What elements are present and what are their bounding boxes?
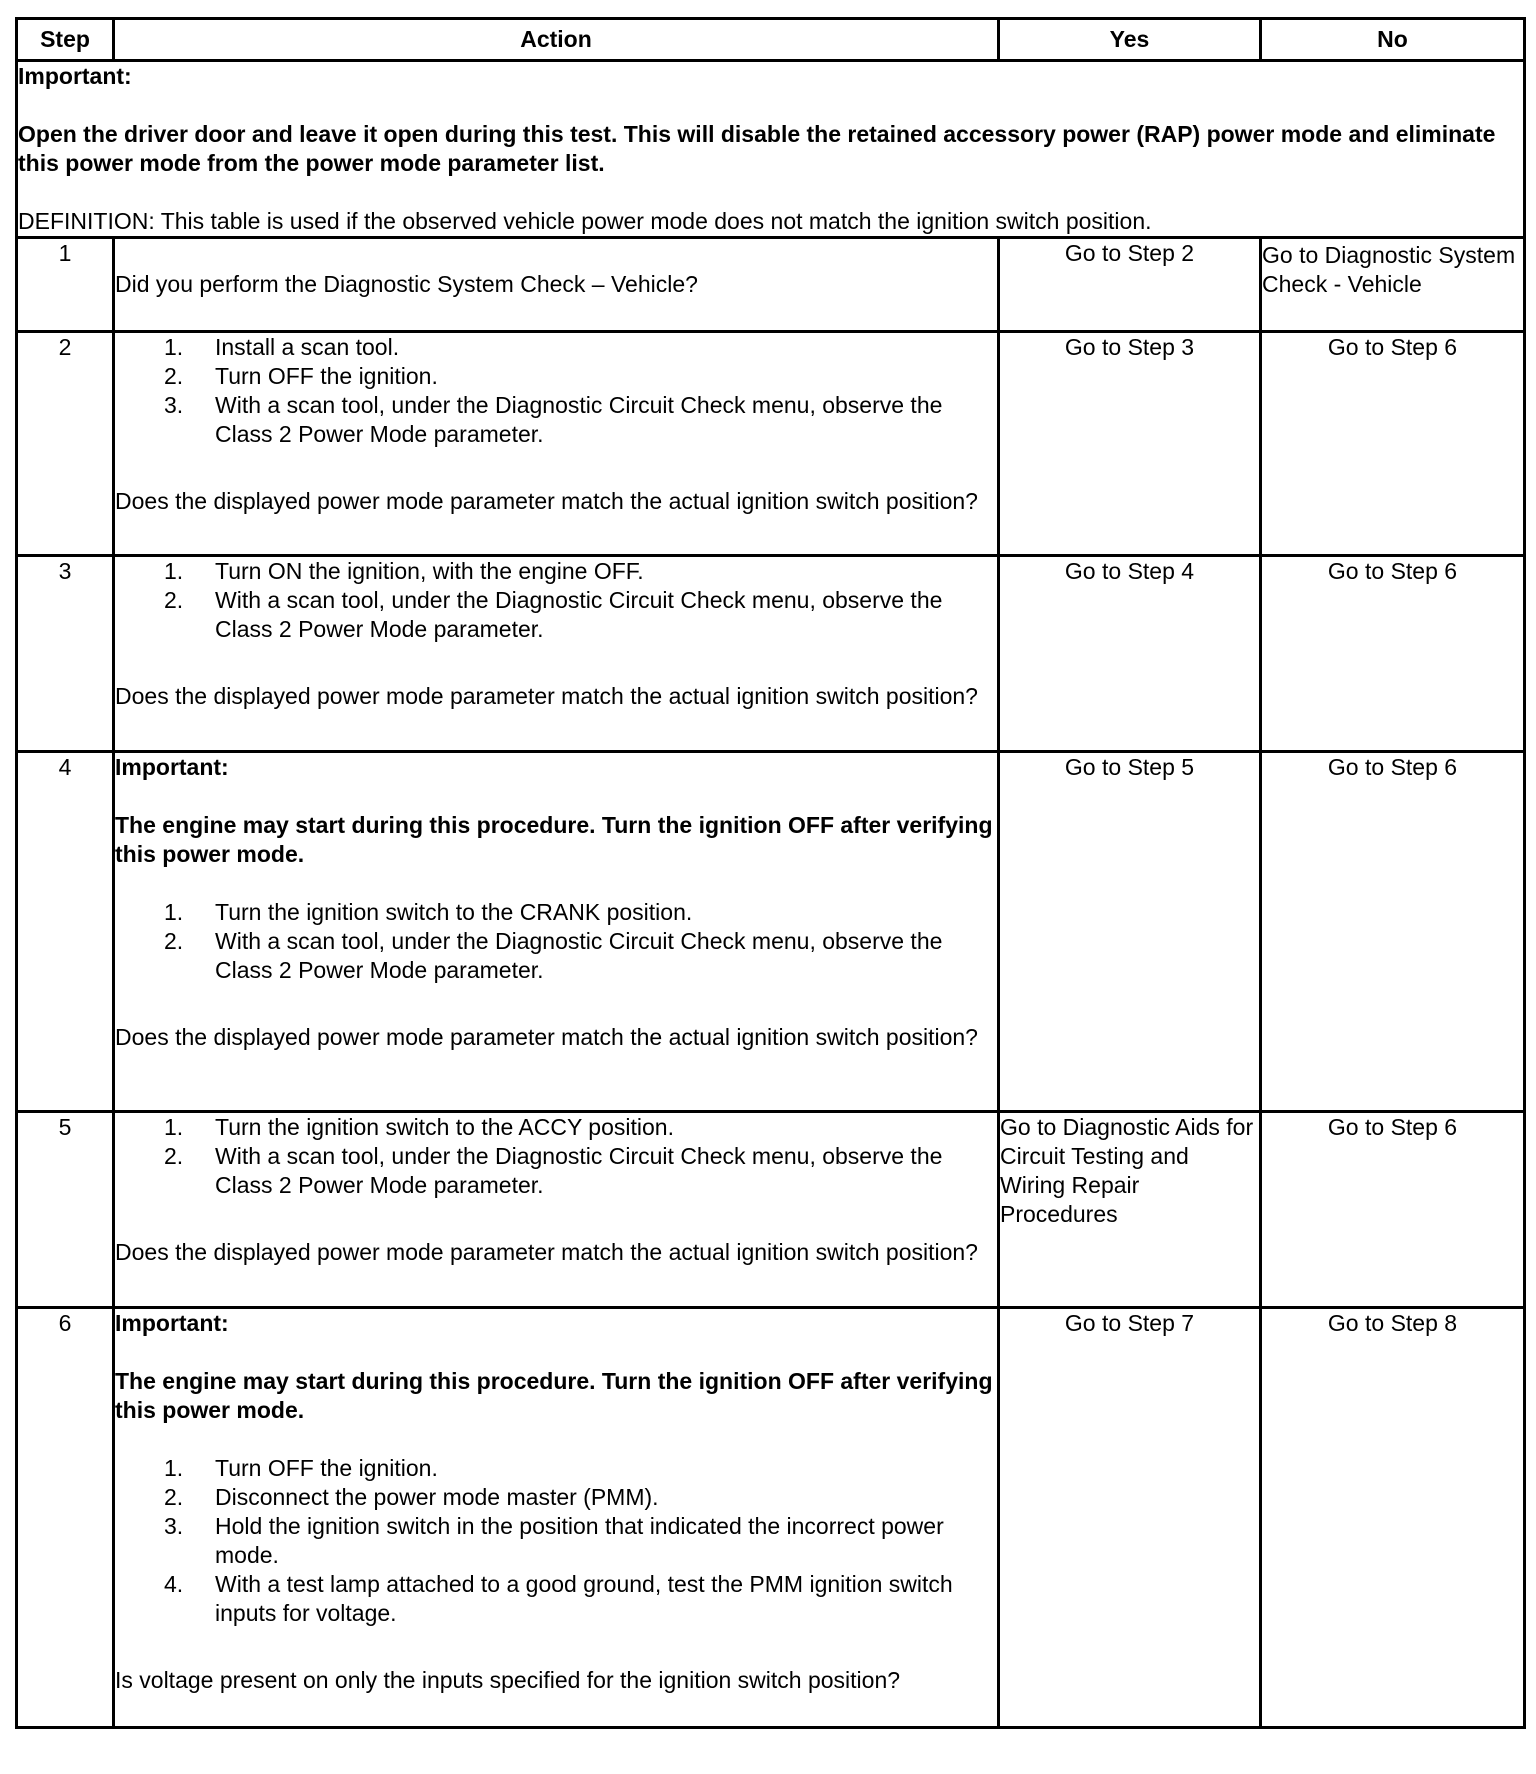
action-question: Does the displayed power mode parameter match the actual ignition switch position? xyxy=(115,1024,978,1050)
list-item xyxy=(115,1570,997,1628)
list-item-text: With a scan tool, under the Diagnostic Circuit Check menu, observe the Class 2 Power Mode parameter. xyxy=(215,1143,943,1198)
action-steps xyxy=(115,557,997,644)
list-item-number: 2. xyxy=(164,587,184,613)
list-item-text: With a test lamp attached to a good ground, test the PMM ignition switch inputs for voltage. xyxy=(215,1571,953,1626)
list-item-number: 1. xyxy=(164,558,184,584)
step-number: 3 xyxy=(17,556,114,752)
action-steps xyxy=(115,333,997,449)
diagnostic-table-wrapper xyxy=(15,17,1523,1729)
header-yes: Yes xyxy=(999,19,1261,61)
list-item xyxy=(115,333,997,362)
list-item-number: 1. xyxy=(164,334,184,360)
list-item xyxy=(115,927,997,985)
list-item-text: Turn OFF the ignition. xyxy=(215,1455,438,1481)
list-item-number: 1. xyxy=(164,1114,184,1140)
important-text: The engine may start during this procedure. Turn the ignition OFF after verifying this power mode. xyxy=(115,1368,993,1423)
no-result: Go to Step 8 xyxy=(1261,1308,1525,1728)
header-action: Action xyxy=(114,19,999,61)
list-item-text: Install a scan tool. xyxy=(215,334,400,360)
intro-important-text: Open the driver door and leave it open during this test. This will disable the retained accessory power (RAP) power mode and eliminate this power mode from the power mode parameter list. xyxy=(18,121,1496,176)
step-number: 6 xyxy=(17,1308,114,1728)
list-item xyxy=(115,391,997,449)
diagnostic-table xyxy=(15,17,1526,1729)
action-question: Does the displayed power mode parameter match the actual ignition switch position? xyxy=(115,1239,978,1265)
step-number: 5 xyxy=(17,1112,114,1308)
no-result: Go to Step 6 xyxy=(1261,1112,1525,1308)
no-result: Go to Step 6 xyxy=(1261,752,1525,1112)
list-item-text: With a scan tool, under the Diagnostic Circuit Check menu, observe the Class 2 Power Mode parameter. xyxy=(215,392,943,447)
table-row xyxy=(17,1308,1525,1728)
table-row xyxy=(17,332,1525,556)
table-row xyxy=(17,752,1525,1112)
table-row xyxy=(17,1112,1525,1308)
table-row xyxy=(17,238,1525,332)
step-number: 1 xyxy=(17,238,114,332)
list-item xyxy=(115,557,997,586)
list-item xyxy=(115,898,997,927)
list-item-number: 2. xyxy=(164,363,184,389)
intro-definition: DEFINITION: This table is used if the observed vehicle power mode does not match the ignition switch position. xyxy=(18,208,1152,234)
yes-result: Go to Step 7 xyxy=(999,1308,1261,1728)
list-item-text: Turn OFF the ignition. xyxy=(215,363,438,389)
action-question: Does the displayed power mode parameter match the actual ignition switch position? xyxy=(115,683,978,709)
intro-cell xyxy=(17,61,1525,238)
list-item xyxy=(115,1512,997,1570)
action-question: Is voltage present on only the inputs specified for the ignition switch position? xyxy=(115,1667,901,1693)
intro-row xyxy=(17,61,1525,238)
action-steps xyxy=(115,1113,997,1200)
action-cell xyxy=(114,1112,999,1308)
intro-important-label: Important: xyxy=(18,63,132,89)
list-item-number: 2. xyxy=(164,928,184,954)
list-item xyxy=(115,586,997,644)
list-item xyxy=(115,1113,997,1142)
important-label: Important: xyxy=(115,1310,229,1336)
no-result: Go to Diagnostic System Check - Vehicle xyxy=(1261,238,1525,332)
yes-result: Go to Step 4 xyxy=(999,556,1261,752)
list-item-text: Hold the ignition switch in the position that indicated the incorrect power mode. xyxy=(215,1513,944,1568)
header-step: Step xyxy=(17,19,114,61)
table-row xyxy=(17,556,1525,752)
list-item xyxy=(115,1483,997,1512)
action-cell xyxy=(114,1308,999,1728)
action-steps xyxy=(115,898,997,985)
action-cell xyxy=(114,752,999,1112)
list-item-number: 1. xyxy=(164,899,184,925)
yes-result: Go to Diagnostic Aids for Circuit Testing and Wiring Repair Procedures xyxy=(999,1112,1261,1308)
yes-result: Go to Step 3 xyxy=(999,332,1261,556)
action-cell xyxy=(114,556,999,752)
list-item-text: With a scan tool, under the Diagnostic Circuit Check menu, observe the Class 2 Power Mode parameter. xyxy=(215,587,943,642)
action-steps xyxy=(115,1454,997,1628)
list-item-text: Turn the ignition switch to the CRANK position. xyxy=(215,899,693,925)
list-item-number: 2. xyxy=(164,1143,184,1169)
no-result: Go to Step 6 xyxy=(1261,556,1525,752)
list-item-number: 3. xyxy=(164,1513,184,1539)
action-question: Does the displayed power mode parameter match the actual ignition switch position? xyxy=(115,488,978,514)
header-row xyxy=(17,19,1525,61)
step-number: 2 xyxy=(17,332,114,556)
action-cell xyxy=(114,332,999,556)
list-item-number: 3. xyxy=(164,392,184,418)
list-item-number: 2. xyxy=(164,1484,184,1510)
list-item xyxy=(115,362,997,391)
list-item-text: Disconnect the power mode master (PMM). xyxy=(215,1484,659,1510)
list-item xyxy=(115,1142,997,1200)
no-result: Go to Step 6 xyxy=(1261,332,1525,556)
list-item-number: 4. xyxy=(164,1571,184,1597)
yes-result: Go to Step 2 xyxy=(999,238,1261,332)
step-number: 4 xyxy=(17,752,114,1112)
header-no: No xyxy=(1261,19,1525,61)
action-question: Did you perform the Diagnostic System Check – Vehicle? xyxy=(115,271,698,297)
important-text: The engine may start during this procedure. Turn the ignition OFF after verifying this power mode. xyxy=(115,812,993,867)
yes-result: Go to Step 5 xyxy=(999,752,1261,1112)
list-item-text: Turn ON the ignition, with the engine OFF. xyxy=(215,558,644,584)
important-label: Important: xyxy=(115,754,229,780)
list-item-text: With a scan tool, under the Diagnostic Circuit Check menu, observe the Class 2 Power Mode parameter. xyxy=(215,928,943,983)
list-item xyxy=(115,1454,997,1483)
list-item-text: Turn the ignition switch to the ACCY position. xyxy=(215,1114,674,1140)
list-item-number: 1. xyxy=(164,1455,184,1481)
action-cell xyxy=(114,238,999,332)
